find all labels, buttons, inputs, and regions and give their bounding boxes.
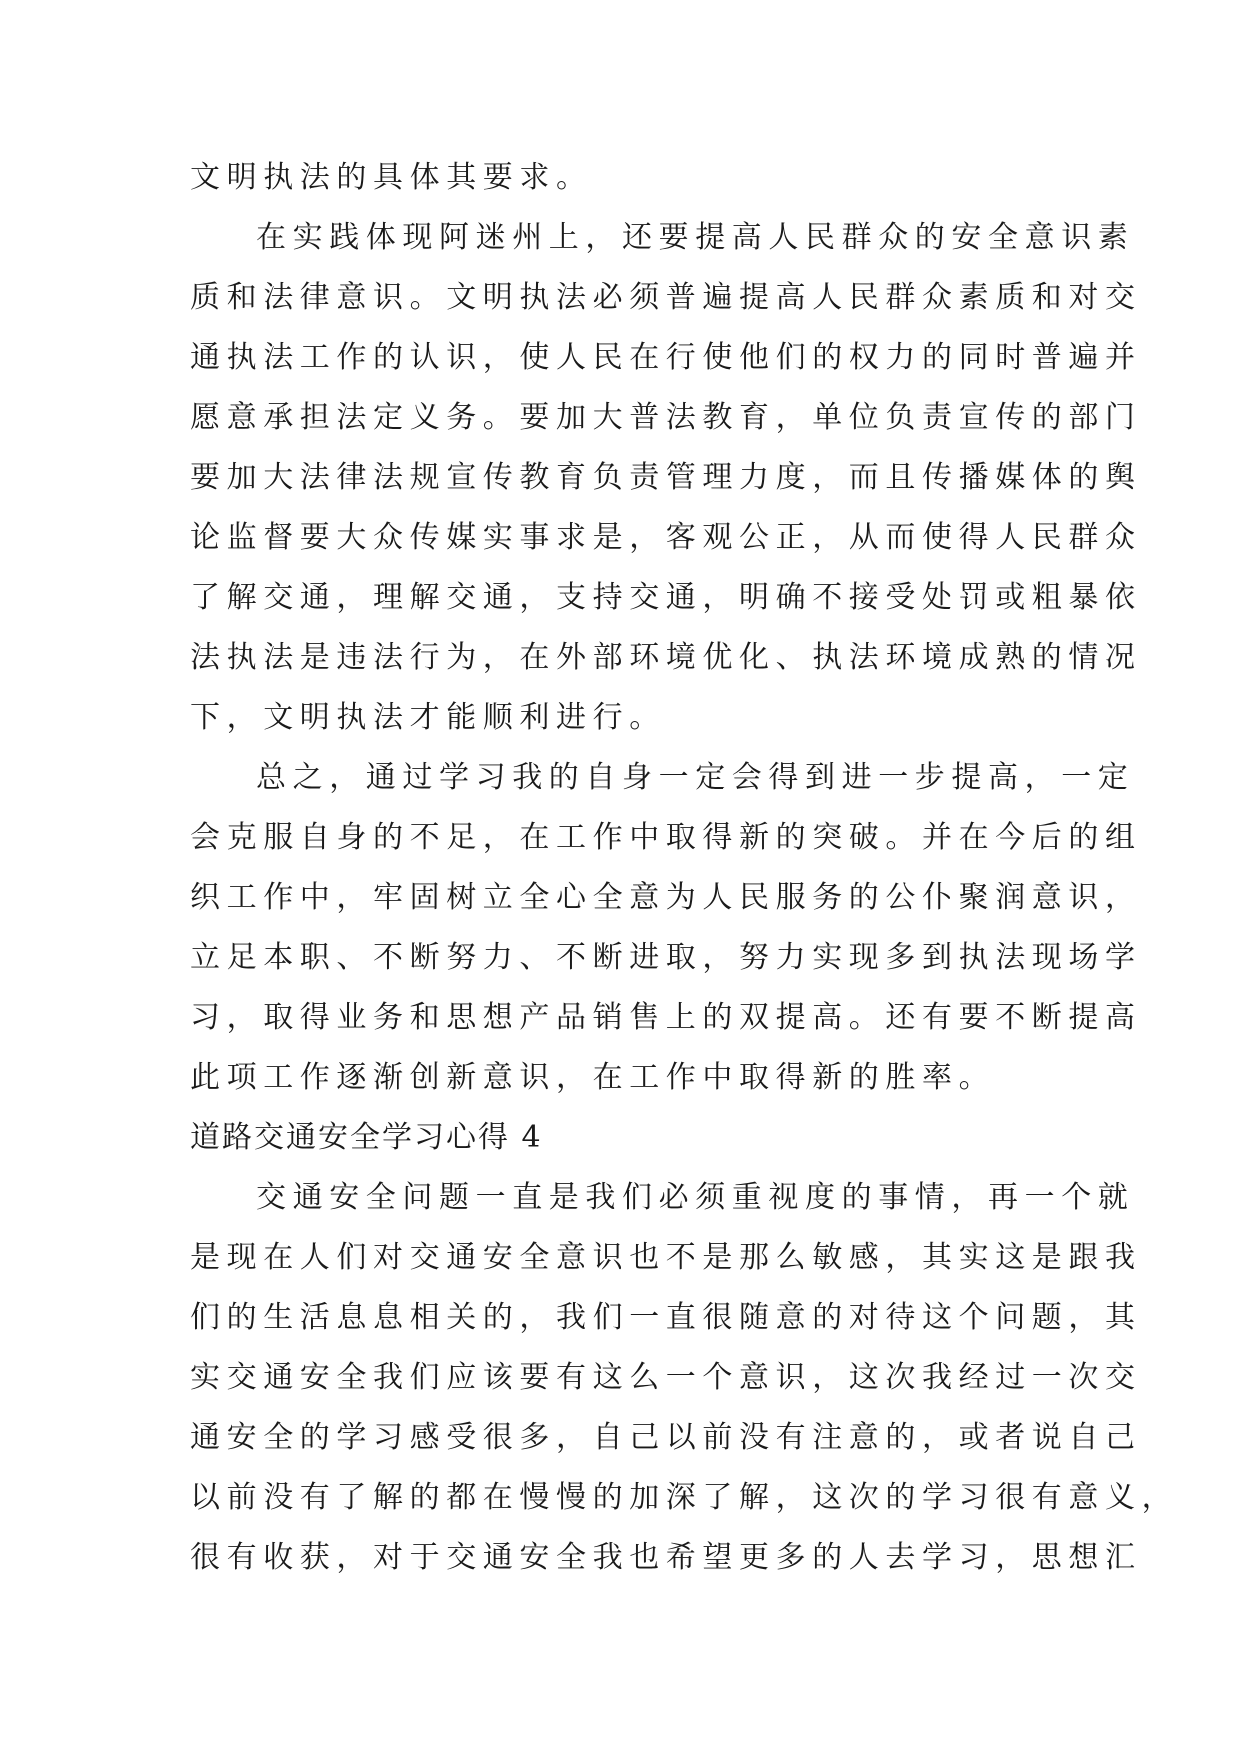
text-line: 法执法是违法行为，在外部环境优化、执法环境成熟的情况 [190,640,1142,675]
text-line: 质和法律意识。文明执法必须普遍提高人民群众素质和对交 [190,280,1142,315]
text-line: 以前没有了解的都在慢慢的加深了解，这次的学习很有意义， [190,1480,1179,1515]
text-line: 立足本职、不断努力、不断进取，努力实现多到执法现场学 [190,940,1142,975]
document-body [190,148,1179,1588]
text-line: 通执法工作的认识，使人民在行使他们的权力的同时普遍并 [190,340,1142,375]
text-line: 习，取得业务和思想产品销售上的双提高。还有要不断提高 [190,1000,1142,1035]
text-line: 下，文明执法才能顺利进行。 [190,700,666,735]
text-line: 了解交通，理解交通，支持交通，明确不接受处罚或粗暴依 [190,580,1142,615]
text-line: 实交通安全我们应该要有这么一个意识，这次我经过一次交 [190,1360,1142,1395]
text-line: 通安全的学习感受很多，自己以前没有注意的，或者说自己 [190,1420,1142,1455]
text-line: 会克服自身的不足，在工作中取得新的突破。并在今后的组 [190,820,1142,855]
text-line: 是现在人们对交通安全意识也不是那么敏感，其实这是跟我 [190,1240,1142,1275]
text-line: 文明执法的具体其要求。 [190,160,593,195]
text-line: 织工作中，牢固树立全心全意为人民服务的公仆聚润意识， [190,880,1142,915]
text-line: 愿意承担法定义务。要加大普法教育，单位负责宣传的部门 [190,400,1142,435]
text-line: 要加大法律法规宣传教育负责管理力度，而且传播媒体的舆 [190,460,1142,495]
section-heading: 道路交通安全学习心得 4 [190,1120,543,1155]
text-line: 总之，通过学习我的自身一定会得到进一步提高，一定 [256,760,1135,795]
text-line: 很有收获，对于交通安全我也希望更多的人去学习，思想汇 [190,1540,1142,1575]
text-line: 论监督要大众传媒实事求是，客观公正，从而使得人民群众 [190,520,1142,555]
text-line: 交通安全问题一直是我们必须重视度的事情，再一个就 [256,1180,1135,1215]
text-line: 在实践体现阿迷州上，还要提高人民群众的安全意识素 [256,220,1135,255]
text-line: 们的生活息息相关的，我们一直很随意的对待这个问题，其 [190,1300,1142,1335]
text-line: 此项工作逐渐创新意识，在工作中取得新的胜率。 [190,1060,996,1095]
